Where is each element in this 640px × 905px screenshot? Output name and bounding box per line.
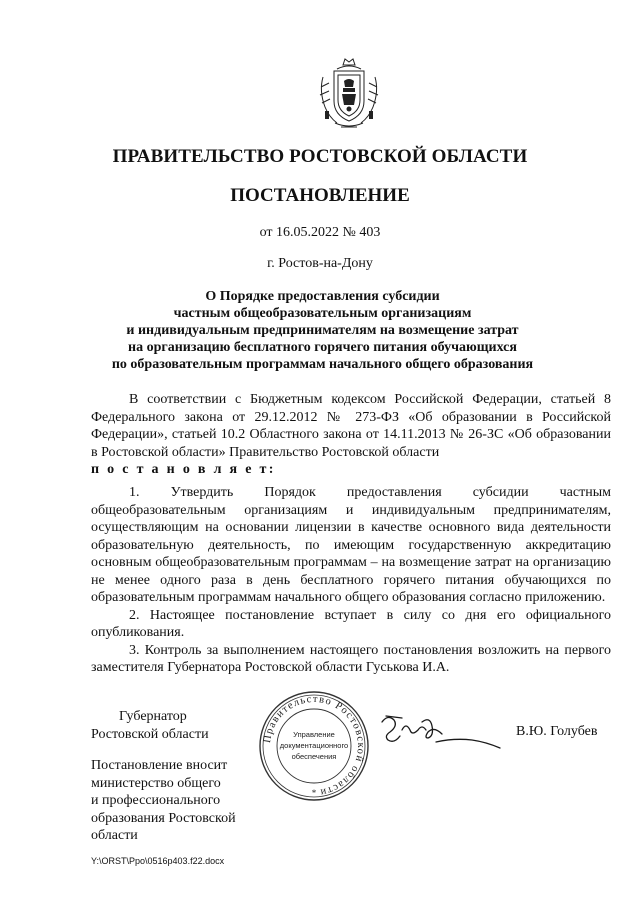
- signatory-title-line1: Губернатор: [119, 709, 187, 724]
- decree-item-3: 3. Контроль за выполнением настоящего постановления возложить на первого заместителя Губернатора Ростовской области Гуськова И.А.: [91, 642, 611, 675]
- decree-item-2: 2. Настоящее постановление вступает в силу со дня его официального опубликования.: [91, 607, 611, 640]
- stamp-center-line: Управление: [293, 730, 335, 739]
- note-line: Постановление вносит: [91, 758, 228, 773]
- note-line: области: [91, 828, 138, 843]
- note-line: министерство общего: [91, 775, 221, 791]
- note-line: образования Ростовской: [91, 810, 236, 826]
- signatory-title: [91, 708, 209, 743]
- decree-items: [91, 484, 611, 677]
- decree-word: п о с т а н о в л я е т:: [91, 462, 276, 477]
- handwritten-signature: [376, 708, 504, 758]
- stamp-ring-text: Правительство Ростовской области: [261, 693, 367, 798]
- document-city: г. Ростов-на-Дону: [267, 256, 373, 271]
- preamble-text: В соответствии с Бюджетным кодексом Российской Федерации, статьей 8 Федерального закона от 29.12.2012 № 273-ФЗ «Об образовании в Российской Федерации», статьей 10.2 Областного закона от 14.11.2013 № 26-ЗС «Об образовании в Ростовской области» Правительство Ростовской области: [91, 392, 611, 460]
- stamp-star-icon: *: [311, 788, 317, 798]
- official-stamp: [258, 690, 370, 802]
- document-date-number: от 16.05.2022 № 403: [259, 225, 381, 240]
- submitting-ministry-note: [91, 757, 261, 845]
- stamp-center-line: документационного: [279, 741, 349, 750]
- subject-line: на организацию бесплатного горячего питания обучающихся: [128, 340, 517, 355]
- signatory-title-line2: Ростовской области: [91, 726, 209, 742]
- file-path-footer: Y:\ORST\Ppo\0516p403.f22.docx: [91, 856, 225, 866]
- document-type-heading: ПОСТАНОВЛЕНИЕ: [230, 185, 410, 206]
- note-line: и профессионального: [91, 793, 221, 808]
- government-title: ПРАВИТЕЛЬСТВО РОСТОВСКОЙ ОБЛАСТИ: [112, 146, 528, 167]
- document-subject: [60, 288, 585, 373]
- subject-line: и индивидуальным предпринимателям на возмещение затрат: [126, 323, 519, 338]
- subject-line: частным общеобразовательным организациям: [173, 306, 472, 321]
- signer-name: В.Ю. Голубев: [516, 724, 598, 739]
- subject-line: по образовательным программам начального общего образования: [111, 357, 534, 372]
- decree-item-1: 1. Утвердить Порядок предоставления субсидии частным общеобразовательным организациям и индивидуальным предпринимателям, осуществляющим на основании лицензии в качестве основного вида деятельности образовательную деятельность, по имеющим государственную аккредитацию основным общеобразовательным программам – на возмещение затрат на организацию не менее одного раза в день бесплатного горячего питания обучающихся по образовательным программам начального общего образования согласно приложению.: [91, 485, 611, 605]
- preamble-paragraph: [91, 391, 611, 479]
- stamp-center-line: обеспечения: [291, 752, 337, 761]
- subject-line: О Порядке предоставления субсидии: [205, 289, 440, 304]
- coat-of-arms-emblem: [317, 57, 381, 131]
